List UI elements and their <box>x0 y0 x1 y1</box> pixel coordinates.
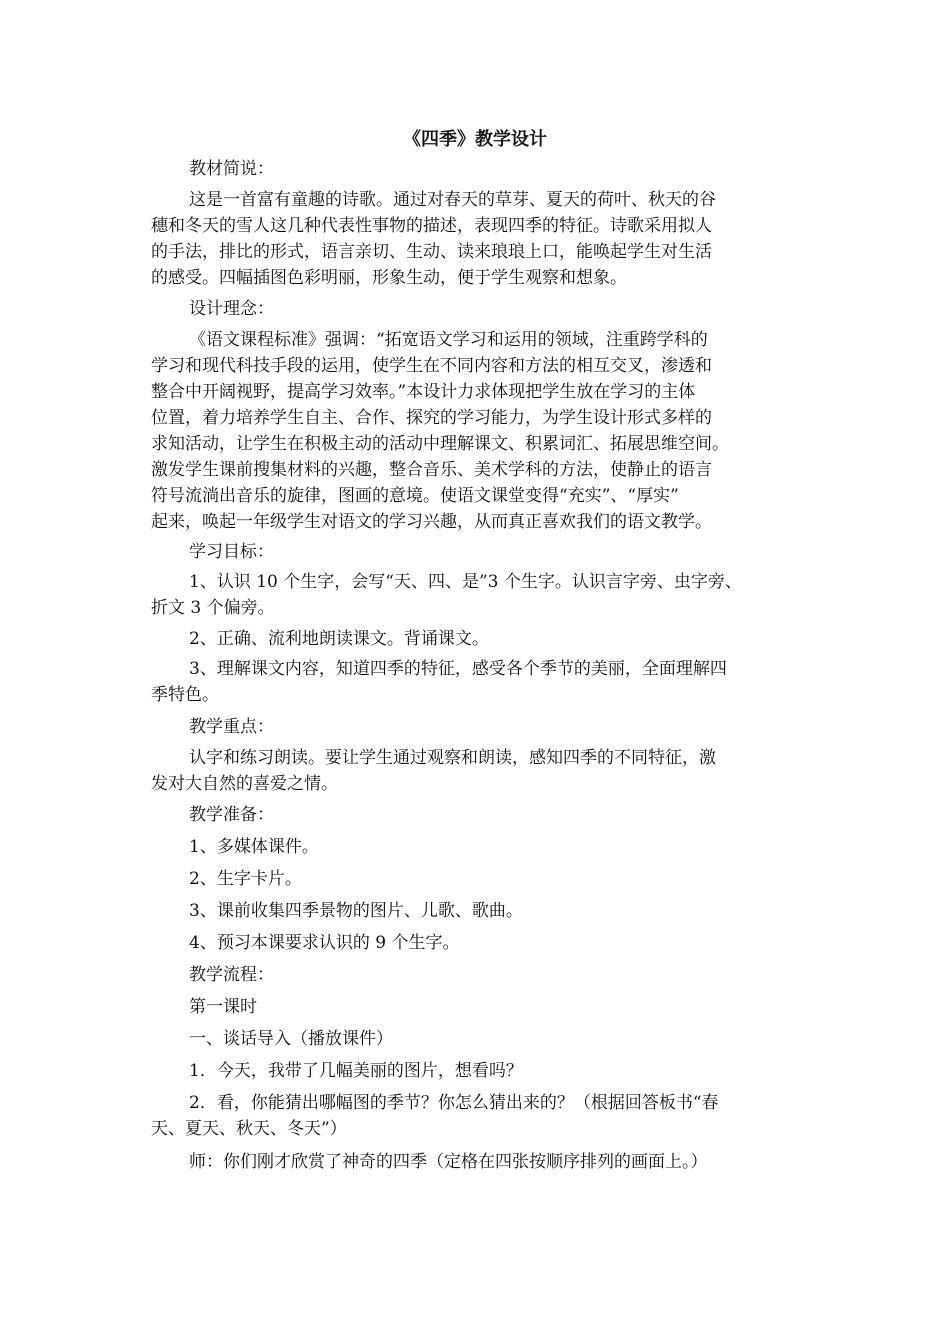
text-line: 3、课前收集四季景物的图片、儿歌、歌曲。 <box>189 901 523 921</box>
prep-item-1 <box>151 834 811 860</box>
prep-item-3 <box>151 898 811 924</box>
text-line: 4、预习本课要求认识的 9 个生字。 <box>189 933 460 953</box>
text-line: 天、夏天、秋天、冬天”） <box>151 1119 347 1139</box>
text-line: 1．今天，我带了几幅美丽的图片，想看吗？ <box>189 1061 523 1081</box>
paragraph-textbook-intro <box>151 187 811 291</box>
goal-item-2 <box>151 626 811 652</box>
text-line: 1、多媒体课件。 <box>189 837 319 857</box>
heading-preparation <box>151 802 811 828</box>
document-title: 《四季》教学设计 <box>403 129 547 150</box>
text-line: 2、正确、流利地朗读课文。背诵课文。 <box>189 629 489 649</box>
text-line: 认字和练习朗读。要让学生通过观察和朗读，感知四季的不同特征，激 <box>189 748 716 768</box>
heading-learning-goals <box>151 539 811 565</box>
text-line: 学习和现代科技手段的运用，使学生在不同内容和方法的相互交叉，渗透和 <box>151 356 712 376</box>
text-line: 折文 3 个偏旁。 <box>151 598 275 618</box>
text-line: 整合中开阔视野，提高学习效率。”本设计力求体现把学生放在学习的主体 <box>151 382 696 402</box>
heading-key-points <box>151 714 811 740</box>
text-line: 教学流程： <box>189 965 274 985</box>
text-line: 学习目标： <box>189 542 274 562</box>
paragraph-design-concept <box>151 327 811 535</box>
text-line: 穗和冬天的雪人这几种代表性事物的描述，表现四季的特征。诗歌采用拟人 <box>151 216 712 236</box>
text-line: 《语文课程标准》强调：“拓宽语文学习和运用的领域，注重跨学科的 <box>189 330 708 350</box>
text-line: 2、生字卡片。 <box>189 869 302 889</box>
prep-item-4 <box>151 930 811 956</box>
text-line: 的感受。四幅插图色彩明丽，形象生动，便于学生观察和想象。 <box>151 268 627 288</box>
text-line: 激发学生课前搜集材料的兴趣，整合音乐、美术学科的方法，使静止的语言 <box>151 460 712 480</box>
goal-item-1 <box>151 569 811 621</box>
heading-teaching-process <box>151 962 811 988</box>
prep-item-2 <box>151 866 811 892</box>
paragraph-key-points <box>151 745 811 797</box>
text-line: 教材简说： <box>189 159 274 179</box>
text-line: 符号流淌出音乐的旋律，图画的意境。使语文课堂变得“充实”、“厚实” <box>151 486 679 506</box>
text-line: 第一课时 <box>189 997 257 1017</box>
lesson-label <box>151 994 811 1020</box>
step-item-2 <box>151 1090 811 1142</box>
text-line: 1、认识 10 个生字，会写“天、四、是”3 个生字。认识言字旁、虫字旁、 <box>189 572 742 592</box>
text-line: 教学准备： <box>189 805 274 825</box>
text-line: 2．看，你能猜出哪幅图的季节？你怎么猜出来的？（根据回答板书“春 <box>189 1093 719 1113</box>
teacher-line <box>151 1149 811 1175</box>
text-line: 一、谈话导入（播放课件） <box>189 1029 393 1049</box>
text-line: 3、理解课文内容，知道四季的特征，感受各个季节的美丽，全面理解四 <box>189 659 727 679</box>
text-line: 师：你们刚才欣赏了神奇的四季（定格在四张按顺序排列的画面上。） <box>189 1152 708 1172</box>
text-line: 起来，唤起一年级学生对语文的学习兴趣，从而真正喜欢我们的语文教学。 <box>151 512 712 532</box>
text-line: 的手法，排比的形式，语言亲切、生动、读来琅琅上口，能唤起学生对生活 <box>151 242 712 262</box>
step-item-1 <box>151 1058 811 1084</box>
step-heading-intro <box>151 1026 811 1052</box>
text-line: 求知活动，让学生在积极主动的活动中理解课文、积累词汇、拓展思维空间。 <box>151 434 729 454</box>
goal-item-3 <box>151 656 811 708</box>
text-line: 发对大自然的喜爱之情。 <box>151 774 338 794</box>
heading-design-concept <box>151 296 811 322</box>
heading-textbook-intro <box>151 156 811 182</box>
text-line: 设计理念： <box>189 299 274 319</box>
text-line: 位置，着力培养学生自主、合作、探究的学习能力，为学生设计形式多样的 <box>151 408 712 428</box>
text-line: 这是一首富有童趣的诗歌。通过对春天的草芽、夏天的荷叶、秋天的谷 <box>189 190 716 210</box>
text-line: 教学重点： <box>189 717 274 737</box>
text-line: 季特色。 <box>151 685 219 705</box>
